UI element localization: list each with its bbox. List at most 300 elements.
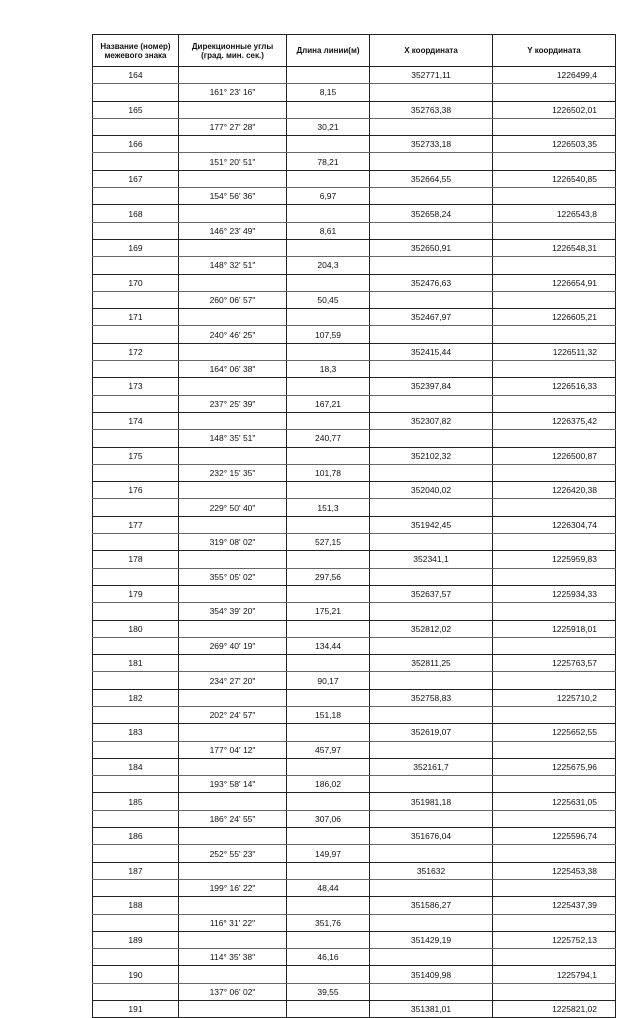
name-cell — [93, 603, 179, 620]
name-cell — [93, 326, 179, 343]
x-coordinate: 352619,07 — [370, 724, 493, 741]
x-cell — [370, 845, 493, 862]
direction-angle: 154° 56' 36" — [179, 188, 287, 205]
line-length: 50,45 — [287, 291, 370, 308]
length-cell — [287, 897, 370, 914]
name-cell — [93, 395, 179, 412]
line-length: 8,15 — [287, 84, 370, 101]
direction-angle: 240° 46' 25" — [179, 326, 287, 343]
line-length: 149,97 — [287, 845, 370, 862]
y-coordinate: 1225675,96 — [493, 758, 616, 775]
direction-angle: 186° 24' 55" — [179, 810, 287, 827]
length-cell — [287, 136, 370, 153]
length-cell — [287, 655, 370, 672]
line-length: 151,18 — [287, 706, 370, 723]
point-name: 191 — [93, 1001, 179, 1018]
x-coordinate: 351942,45 — [370, 516, 493, 533]
y-cell — [493, 257, 616, 274]
name-cell — [93, 84, 179, 101]
y-coordinate: 1226511,32 — [493, 343, 616, 360]
table-row — [93, 378, 616, 395]
x-cell — [370, 118, 493, 135]
angle-cell — [179, 516, 287, 533]
y-cell — [493, 879, 616, 896]
length-cell — [287, 724, 370, 741]
table-row — [93, 84, 616, 101]
length-cell — [287, 793, 370, 810]
name-cell — [93, 568, 179, 585]
y-coordinate: 1226543,8 — [493, 205, 616, 222]
point-name: 165 — [93, 101, 179, 118]
table-row — [93, 620, 616, 637]
point-name: 184 — [93, 758, 179, 775]
direction-angle: 148° 32' 51" — [179, 257, 287, 274]
table-row — [93, 309, 616, 326]
table-row — [93, 205, 616, 222]
table-body — [93, 67, 616, 1018]
length-cell — [287, 239, 370, 256]
length-cell — [287, 412, 370, 429]
y-cell — [493, 983, 616, 1000]
name-cell — [93, 291, 179, 308]
y-coordinate: 1225437,39 — [493, 897, 616, 914]
length-cell — [287, 378, 370, 395]
line-length: 78,21 — [287, 153, 370, 170]
length-cell — [287, 758, 370, 775]
length-cell — [287, 966, 370, 983]
name-cell — [93, 706, 179, 723]
x-coordinate: 352811,25 — [370, 655, 493, 672]
table-row — [93, 845, 616, 862]
x-coordinate: 351676,04 — [370, 828, 493, 845]
x-cell — [370, 464, 493, 481]
x-cell — [370, 188, 493, 205]
y-coordinate: 1225596,74 — [493, 828, 616, 845]
table-row — [93, 568, 616, 585]
x-coordinate: 352812,02 — [370, 620, 493, 637]
length-cell — [287, 343, 370, 360]
table-row — [93, 741, 616, 758]
y-coordinate: 1225453,38 — [493, 862, 616, 879]
table-row — [93, 274, 616, 291]
table-row — [93, 326, 616, 343]
x-cell — [370, 222, 493, 239]
x-coordinate: 352161,7 — [370, 758, 493, 775]
header-y: Y координата — [493, 35, 616, 67]
name-cell — [93, 914, 179, 931]
line-length: 30,21 — [287, 118, 370, 135]
direction-angle: 234° 27' 20" — [179, 672, 287, 689]
point-name: 169 — [93, 239, 179, 256]
line-length: 18,3 — [287, 361, 370, 378]
angle-cell — [179, 793, 287, 810]
table-row — [93, 689, 616, 706]
point-name: 172 — [93, 343, 179, 360]
direction-angle: 177° 04' 12" — [179, 741, 287, 758]
x-cell — [370, 810, 493, 827]
header-x: X координата — [370, 35, 493, 67]
angle-cell — [179, 205, 287, 222]
point-name: 186 — [93, 828, 179, 845]
line-length: 46,16 — [287, 949, 370, 966]
angle-cell — [179, 689, 287, 706]
table-row — [93, 983, 616, 1000]
length-cell — [287, 862, 370, 879]
y-coordinate: 1226304,74 — [493, 516, 616, 533]
y-coordinate: 1226499,4 — [493, 67, 616, 84]
point-name: 168 — [93, 205, 179, 222]
y-coordinate: 1225652,55 — [493, 724, 616, 741]
name-cell — [93, 949, 179, 966]
x-coordinate: 352102,32 — [370, 447, 493, 464]
length-cell — [287, 516, 370, 533]
x-coordinate: 352664,55 — [370, 170, 493, 187]
table-row — [93, 153, 616, 170]
table-row — [93, 222, 616, 239]
y-coordinate: 1225794,1 — [493, 966, 616, 983]
table-row — [93, 516, 616, 533]
point-name: 177 — [93, 516, 179, 533]
name-cell — [93, 222, 179, 239]
x-cell — [370, 776, 493, 793]
x-cell — [370, 637, 493, 654]
point-name: 164 — [93, 67, 179, 84]
table-row — [93, 655, 616, 672]
y-cell — [493, 84, 616, 101]
y-cell — [493, 361, 616, 378]
table-header-row — [93, 35, 616, 67]
angle-cell — [179, 67, 287, 84]
table-row — [93, 343, 616, 360]
direction-angle: 319° 08' 02" — [179, 534, 287, 551]
y-cell — [493, 741, 616, 758]
x-coordinate: 352771,11 — [370, 67, 493, 84]
table-row — [93, 793, 616, 810]
x-cell — [370, 949, 493, 966]
angle-cell — [179, 897, 287, 914]
table-row — [93, 170, 616, 187]
length-cell — [287, 551, 370, 568]
line-length: 151,3 — [287, 499, 370, 516]
direction-angle: 354° 39' 20" — [179, 603, 287, 620]
table-row — [93, 949, 616, 966]
length-cell — [287, 205, 370, 222]
header-name: Название (номер) межевого знака — [93, 35, 179, 67]
direction-angle: 151° 20' 51" — [179, 153, 287, 170]
line-length: 134,44 — [287, 637, 370, 654]
point-name: 176 — [93, 482, 179, 499]
length-cell — [287, 309, 370, 326]
name-cell — [93, 153, 179, 170]
point-name: 166 — [93, 136, 179, 153]
direction-angle: 229° 50' 40" — [179, 499, 287, 516]
line-length: 48,44 — [287, 879, 370, 896]
table-row — [93, 914, 616, 931]
y-coordinate: 1225631,05 — [493, 793, 616, 810]
line-length: 297,56 — [287, 568, 370, 585]
y-coordinate: 1226654,91 — [493, 274, 616, 291]
y-coordinate: 1225763,57 — [493, 655, 616, 672]
name-cell — [93, 257, 179, 274]
y-cell — [493, 568, 616, 585]
angle-cell — [179, 551, 287, 568]
x-cell — [370, 706, 493, 723]
point-name: 185 — [93, 793, 179, 810]
table-row — [93, 499, 616, 516]
name-cell — [93, 430, 179, 447]
angle-cell — [179, 412, 287, 429]
y-cell — [493, 291, 616, 308]
point-name: 175 — [93, 447, 179, 464]
x-cell — [370, 568, 493, 585]
x-coordinate: 352397,84 — [370, 378, 493, 395]
angle-cell — [179, 620, 287, 637]
y-cell — [493, 534, 616, 551]
y-cell — [493, 637, 616, 654]
angle-cell — [179, 378, 287, 395]
line-length: 240,77 — [287, 430, 370, 447]
table-row — [93, 758, 616, 775]
y-cell — [493, 914, 616, 931]
direction-angle: 355° 05' 02" — [179, 568, 287, 585]
name-cell — [93, 361, 179, 378]
x-coordinate: 351632 — [370, 862, 493, 879]
table-row — [93, 1001, 616, 1018]
direction-angle: 252° 55' 23" — [179, 845, 287, 862]
length-cell — [287, 931, 370, 948]
angle-cell — [179, 343, 287, 360]
point-name: 183 — [93, 724, 179, 741]
direction-angle: 164° 06' 38" — [179, 361, 287, 378]
name-cell — [93, 810, 179, 827]
table-row — [93, 118, 616, 135]
x-cell — [370, 84, 493, 101]
length-cell — [287, 689, 370, 706]
angle-cell — [179, 758, 287, 775]
length-cell — [287, 585, 370, 602]
y-cell — [493, 118, 616, 135]
direction-angle: 269° 40' 19" — [179, 637, 287, 654]
point-name: 188 — [93, 897, 179, 914]
y-coordinate: 1226420,38 — [493, 482, 616, 499]
table-row — [93, 879, 616, 896]
y-cell — [493, 464, 616, 481]
x-coordinate: 351381,01 — [370, 1001, 493, 1018]
x-coordinate: 352763,38 — [370, 101, 493, 118]
y-coordinate: 1226548,31 — [493, 239, 616, 256]
direction-angle: 237° 25' 39" — [179, 395, 287, 412]
direction-angle: 146° 23' 49" — [179, 222, 287, 239]
x-coordinate: 352658,24 — [370, 205, 493, 222]
y-coordinate: 1225934,33 — [493, 585, 616, 602]
x-cell — [370, 326, 493, 343]
point-name: 173 — [93, 378, 179, 395]
x-coordinate: 352650,91 — [370, 239, 493, 256]
line-length: 527,15 — [287, 534, 370, 551]
length-cell — [287, 828, 370, 845]
table-row — [93, 966, 616, 983]
point-name: 180 — [93, 620, 179, 637]
x-cell — [370, 430, 493, 447]
table-row — [93, 672, 616, 689]
point-name: 178 — [93, 551, 179, 568]
angle-cell — [179, 724, 287, 741]
line-length: 175,21 — [287, 603, 370, 620]
table-row — [93, 931, 616, 948]
point-name: 187 — [93, 862, 179, 879]
length-cell — [287, 101, 370, 118]
x-coordinate: 352415,44 — [370, 343, 493, 360]
x-coordinate: 352467,97 — [370, 309, 493, 326]
table-row — [93, 395, 616, 412]
y-cell — [493, 153, 616, 170]
angle-cell — [179, 1001, 287, 1018]
table-row — [93, 534, 616, 551]
direction-angle: 202° 24' 57" — [179, 706, 287, 723]
x-coordinate: 351586,27 — [370, 897, 493, 914]
table-row — [93, 67, 616, 84]
table-row — [93, 101, 616, 118]
line-length: 39,55 — [287, 983, 370, 1000]
direction-angle: 193° 58' 14" — [179, 776, 287, 793]
point-name: 179 — [93, 585, 179, 602]
x-coordinate: 352040,02 — [370, 482, 493, 499]
point-name: 174 — [93, 412, 179, 429]
y-cell — [493, 706, 616, 723]
point-name: 171 — [93, 309, 179, 326]
y-coordinate: 1226516,33 — [493, 378, 616, 395]
y-coordinate: 1226540,85 — [493, 170, 616, 187]
angle-cell — [179, 170, 287, 187]
table-row — [93, 482, 616, 499]
direction-angle: 232° 15' 35" — [179, 464, 287, 481]
length-cell — [287, 67, 370, 84]
y-cell — [493, 776, 616, 793]
name-cell — [93, 534, 179, 551]
x-coordinate: 352307,82 — [370, 412, 493, 429]
angle-cell — [179, 101, 287, 118]
x-cell — [370, 395, 493, 412]
y-cell — [493, 188, 616, 205]
y-cell — [493, 603, 616, 620]
line-length: 6,97 — [287, 188, 370, 205]
length-cell — [287, 1001, 370, 1018]
y-cell — [493, 845, 616, 862]
x-cell — [370, 499, 493, 516]
line-length: 90,17 — [287, 672, 370, 689]
angle-cell — [179, 931, 287, 948]
length-cell — [287, 482, 370, 499]
x-coordinate: 352758,83 — [370, 689, 493, 706]
y-cell — [493, 326, 616, 343]
name-cell — [93, 776, 179, 793]
x-coordinate: 352733,18 — [370, 136, 493, 153]
x-coordinate: 351429,19 — [370, 931, 493, 948]
table-row — [93, 412, 616, 429]
table-row — [93, 188, 616, 205]
line-length: 101,78 — [287, 464, 370, 481]
y-coordinate: 1225821,02 — [493, 1001, 616, 1018]
table-row — [93, 724, 616, 741]
table-row — [93, 361, 616, 378]
angle-cell — [179, 862, 287, 879]
x-cell — [370, 603, 493, 620]
name-cell — [93, 741, 179, 758]
y-cell — [493, 949, 616, 966]
x-coordinate: 352637,57 — [370, 585, 493, 602]
x-cell — [370, 291, 493, 308]
y-coordinate: 1226503,35 — [493, 136, 616, 153]
line-length: 307,06 — [287, 810, 370, 827]
line-length: 186,02 — [287, 776, 370, 793]
x-cell — [370, 741, 493, 758]
x-cell — [370, 257, 493, 274]
direction-angle: 116° 31' 22" — [179, 914, 287, 931]
y-cell — [493, 672, 616, 689]
x-cell — [370, 879, 493, 896]
table-row — [93, 447, 616, 464]
direction-angle: 199° 16' 22" — [179, 879, 287, 896]
table-row — [93, 828, 616, 845]
table-row — [93, 862, 616, 879]
angle-cell — [179, 585, 287, 602]
line-length: 8,61 — [287, 222, 370, 239]
table-row — [93, 291, 616, 308]
y-coordinate: 1226502,01 — [493, 101, 616, 118]
y-coordinate: 1226605,21 — [493, 309, 616, 326]
line-length: 351,76 — [287, 914, 370, 931]
y-coordinate: 1225710,2 — [493, 689, 616, 706]
coordinates-table — [92, 34, 616, 1018]
name-cell — [93, 118, 179, 135]
direction-angle: 177° 27' 28" — [179, 118, 287, 135]
y-cell — [493, 395, 616, 412]
angle-cell — [179, 482, 287, 499]
point-name: 182 — [93, 689, 179, 706]
x-coordinate: 352341,1 — [370, 551, 493, 568]
point-name: 167 — [93, 170, 179, 187]
name-cell — [93, 188, 179, 205]
line-length: 107,59 — [287, 326, 370, 343]
name-cell — [93, 672, 179, 689]
table-row — [93, 257, 616, 274]
table-row — [93, 136, 616, 153]
angle-cell — [179, 136, 287, 153]
table-row — [93, 239, 616, 256]
line-length: 167,21 — [287, 395, 370, 412]
point-name: 189 — [93, 931, 179, 948]
direction-angle: 137° 06' 02" — [179, 983, 287, 1000]
x-cell — [370, 672, 493, 689]
angle-cell — [179, 274, 287, 291]
y-cell — [493, 810, 616, 827]
x-cell — [370, 153, 493, 170]
y-coordinate: 1225959,83 — [493, 551, 616, 568]
table-row — [93, 430, 616, 447]
line-length: 204,3 — [287, 257, 370, 274]
y-coordinate: 1226375,42 — [493, 412, 616, 429]
name-cell — [93, 983, 179, 1000]
line-length: 457,97 — [287, 741, 370, 758]
y-coordinate: 1225918,01 — [493, 620, 616, 637]
length-cell — [287, 620, 370, 637]
name-cell — [93, 464, 179, 481]
name-cell — [93, 499, 179, 516]
y-coordinate: 1226500,87 — [493, 447, 616, 464]
x-coordinate: 351981,18 — [370, 793, 493, 810]
y-cell — [493, 222, 616, 239]
table-row — [93, 551, 616, 568]
